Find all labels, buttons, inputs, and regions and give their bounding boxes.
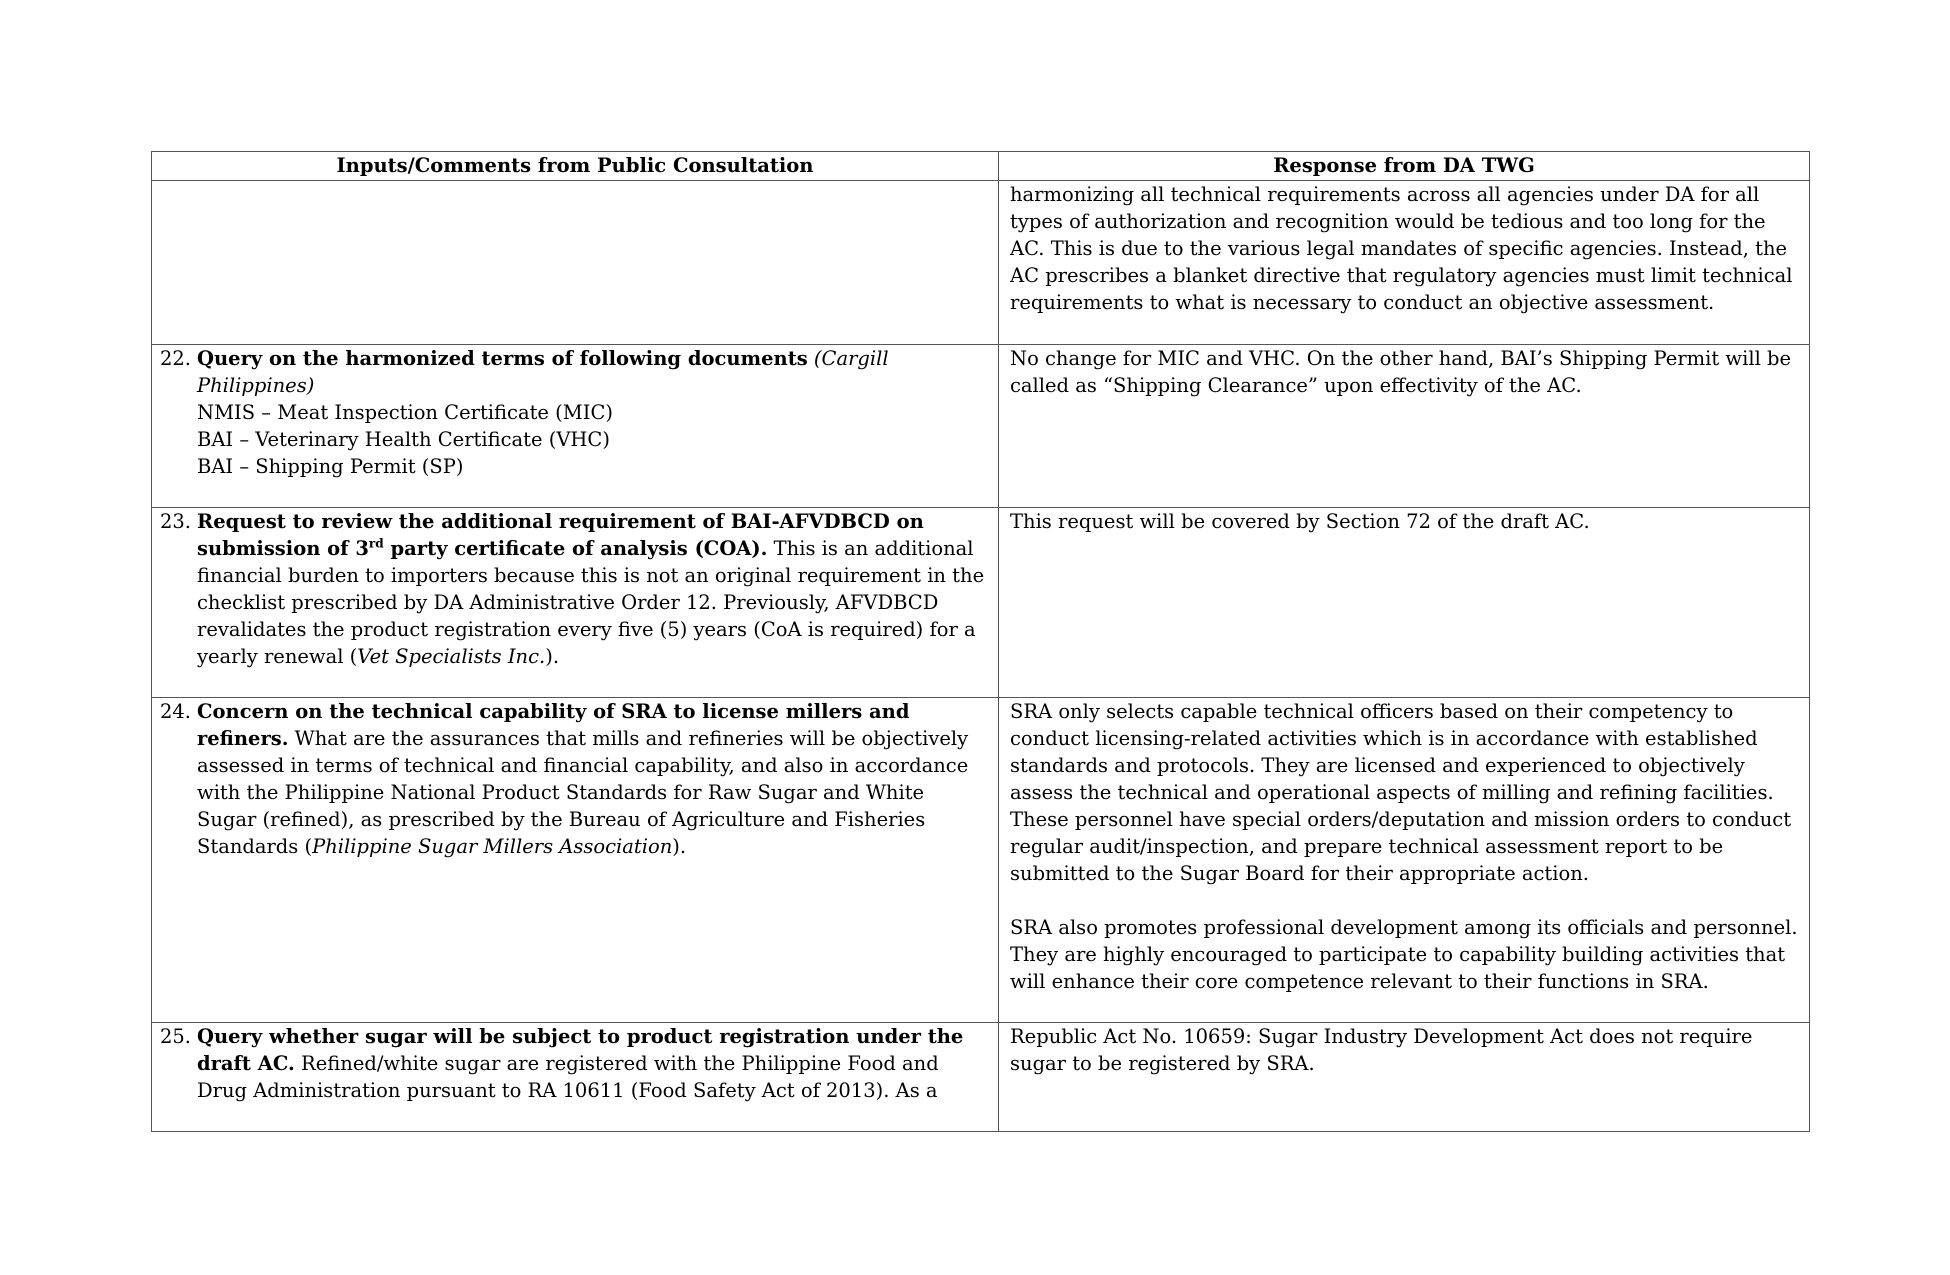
comment-cell-empty — [152, 181, 999, 345]
response-cell — [999, 1023, 1810, 1132]
comment-text: What are the assurances that mills and refineries will be objectively assessed in terms of technical and financial capability, and also in accordance with the Philippine National Product Standards for Raw Sugar and White Sugar (refined), as prescribed by the Bureau of Agriculture and Fisheries Standards ( — [197, 727, 969, 858]
list-item-25 — [152, 1023, 987, 1104]
comment-cell — [152, 1023, 999, 1132]
document-line: BAI – Shipping Permit (SP) — [197, 455, 464, 478]
superscript: rd — [368, 536, 384, 551]
response-cell — [999, 698, 1810, 1023]
header-row — [152, 152, 1810, 181]
comment-source: Vet Specialists Inc. — [357, 645, 546, 668]
header-inputs-comments: Inputs/Comments from Public Consultation — [152, 152, 999, 181]
comment-cell — [152, 508, 999, 698]
table-row — [152, 1023, 1810, 1132]
list-item-23 — [152, 508, 987, 670]
comment-text: This is an additional financial burden to importers because this is not an original requirement in the checklist prescribed by DA Administrative Order 12. Previously, AFVDBCD revalidates the product registration every five (5) years (CoA is required) for a yearly renewal ( — [197, 537, 985, 668]
response-text: Republic Act No. 10659: Sugar Industry Development Act does not require sugar to be registered by SRA. — [1010, 1025, 1753, 1075]
list-item-24 — [152, 698, 987, 860]
comment-close: ). — [672, 835, 687, 858]
comment-title-a: Request to review the additional requirement of BAI-AFVDBCD on submission of 3 — [197, 510, 924, 560]
consultation-table — [151, 151, 1810, 1132]
table-row — [152, 508, 1810, 698]
comment-source: Philippine Sugar Millers Association — [312, 835, 673, 858]
response-cell — [999, 508, 1810, 698]
comment-text: Refined/white sugar are registered with the Philippine Food and Drug Administration pursuant to RA 10611 (Food Safety Act of 2013). As a — [197, 1052, 939, 1102]
item-number: 24. — [159, 700, 191, 723]
comment-title: Query whether sugar will be subject to product registration under the draft AC. — [197, 1025, 964, 1075]
response-cell — [999, 181, 1810, 345]
comment-title: Query on the harmonized terms of following documents — [197, 347, 808, 370]
response-text: This request will be covered by Section 72 of the draft AC. — [1010, 510, 1590, 533]
response-text: harmonizing all technical requirements across all agencies under DA for all types of authorization and recognition would be tedious and too long for the AC. This is due to the various legal mandates of specific agencies. Instead, the AC prescribes a blanket directive that regulatory agencies must limit technical requirements to what is necessary to conduct an objective assessment. — [1010, 183, 1793, 314]
comment-cell — [152, 345, 999, 508]
response-paragraph-1: SRA only selects capable technical officers based on their competency to conduct licensing-related activities which is in accordance with established standards and protocols. They are licensed and experienced to objectively assess the technical and operational aspects of milling and refining facilities. These personnel have special orders/deputation and mission orders to conduct regular audit/inspection, and prepare technical assessment report to be submitted to the Sugar Board for their appropriate action. — [1010, 700, 1792, 885]
item-number: 25. — [159, 1025, 191, 1048]
header-response: Response from DA TWG — [999, 152, 1810, 181]
document-line: NMIS – Meat Inspection Certificate (MIC) — [197, 401, 613, 424]
document-line: BAI – Veterinary Health Certificate (VHC) — [197, 428, 610, 451]
table-row — [152, 181, 1810, 345]
comment-title: Concern on the technical capability of SRA to license millers and refiners. — [197, 700, 910, 750]
item-number: 23. — [159, 510, 191, 533]
table-row — [152, 698, 1810, 1023]
response-cell — [999, 345, 1810, 508]
comment-source: (Cargill Philippines) — [197, 347, 889, 397]
comment-close: ). — [545, 645, 560, 668]
comment-cell — [152, 698, 999, 1023]
response-text: No change for MIC and VHC. On the other hand, BAI’s Shipping Permit will be called as “Shipping Clearance” upon effectivity of the AC. — [1010, 347, 1792, 397]
comment-title-b: party certificate of analysis (COA). — [383, 537, 768, 560]
item-number: 22. — [159, 347, 191, 370]
table-row — [152, 345, 1810, 508]
response-paragraph-2: SRA also promotes professional development among its officials and personnel. They are highly encouraged to participate to capability building activities that will enhance their core competence relevant to their functions in SRA. — [1010, 916, 1798, 993]
list-item-22 — [152, 345, 987, 480]
